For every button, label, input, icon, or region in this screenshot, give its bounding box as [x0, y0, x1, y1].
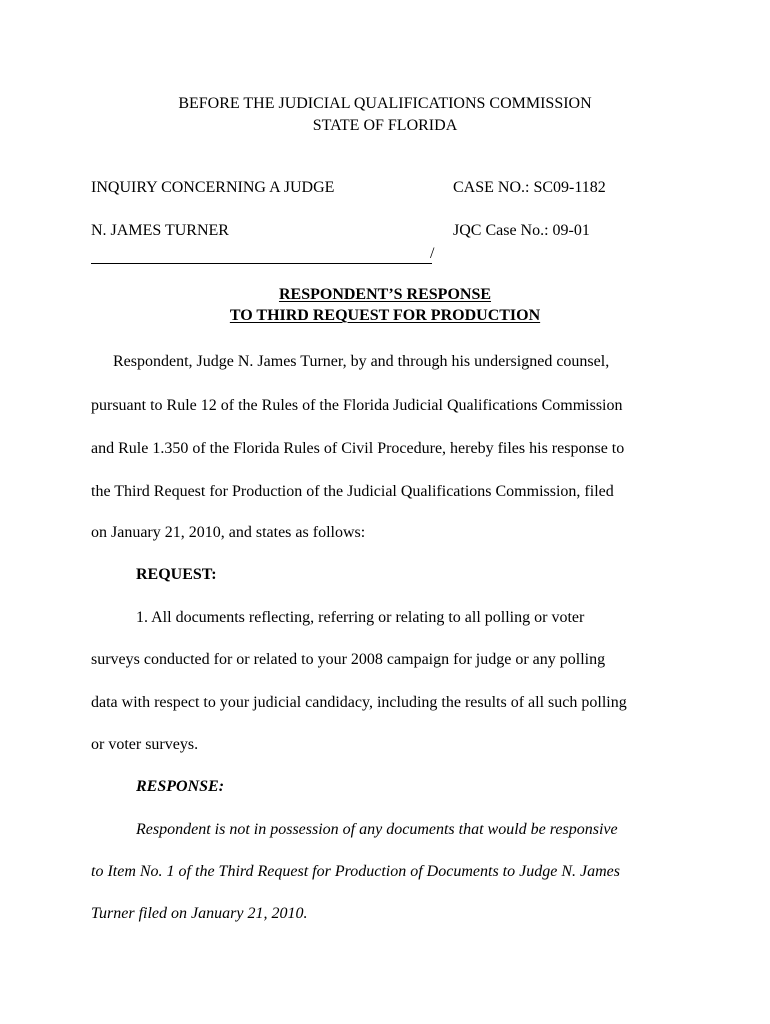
document-title-line2: TO THIRD REQUEST FOR PRODUCTION	[229, 307, 541, 324]
response-line: Turner filed on January 21, 2010.	[91, 905, 308, 922]
commission-heading: BEFORE THE JUDICIAL QUALIFICATIONS COMMISSION	[178, 95, 592, 112]
request-line: data with respect to your judicial candidacy, including the results of all such polling	[91, 694, 627, 711]
caption-slash: /	[430, 245, 435, 262]
request-heading: REQUEST:	[136, 566, 217, 583]
intro-line: on January 21, 2010, and states as follows:	[91, 524, 366, 541]
inquiry-caption: INQUIRY CONCERNING A JUDGE	[91, 179, 335, 196]
response-line: to Item No. 1 of the Third Request for Production of Documents to Judge N. James	[91, 863, 620, 880]
judge-name: N. JAMES TURNER	[91, 222, 229, 239]
response-heading: RESPONSE:	[136, 778, 225, 795]
intro-line: pursuant to Rule 12 of the Rules of the Florida Judicial Qualifications Commission	[91, 397, 623, 414]
case-number: CASE NO.: SC09-1182	[453, 179, 606, 196]
request-line: or voter surveys.	[91, 736, 199, 753]
request-line: surveys conducted for or related to your 2008 campaign for judge or any polling	[91, 651, 606, 668]
document-title-line1: RESPONDENT’S RESPONSE	[278, 286, 492, 303]
jqc-case-number: JQC Case No.: 09-01	[453, 222, 590, 239]
response-line: Respondent is not in possession of any documents that would be responsive	[136, 821, 618, 838]
caption-rule	[91, 263, 432, 264]
intro-line: Respondent, Judge N. James Turner, by and through his undersigned counsel,	[113, 353, 610, 370]
state-heading: STATE OF FLORIDA	[312, 117, 458, 134]
intro-line: and Rule 1.350 of the Florida Rules of Civil Procedure, hereby files his response to	[91, 440, 625, 457]
request-line: 1. All documents reflecting, referring or relating to all polling or voter	[136, 609, 585, 626]
intro-line: the Third Request for Production of the Judicial Qualifications Commission, filed	[91, 483, 614, 500]
